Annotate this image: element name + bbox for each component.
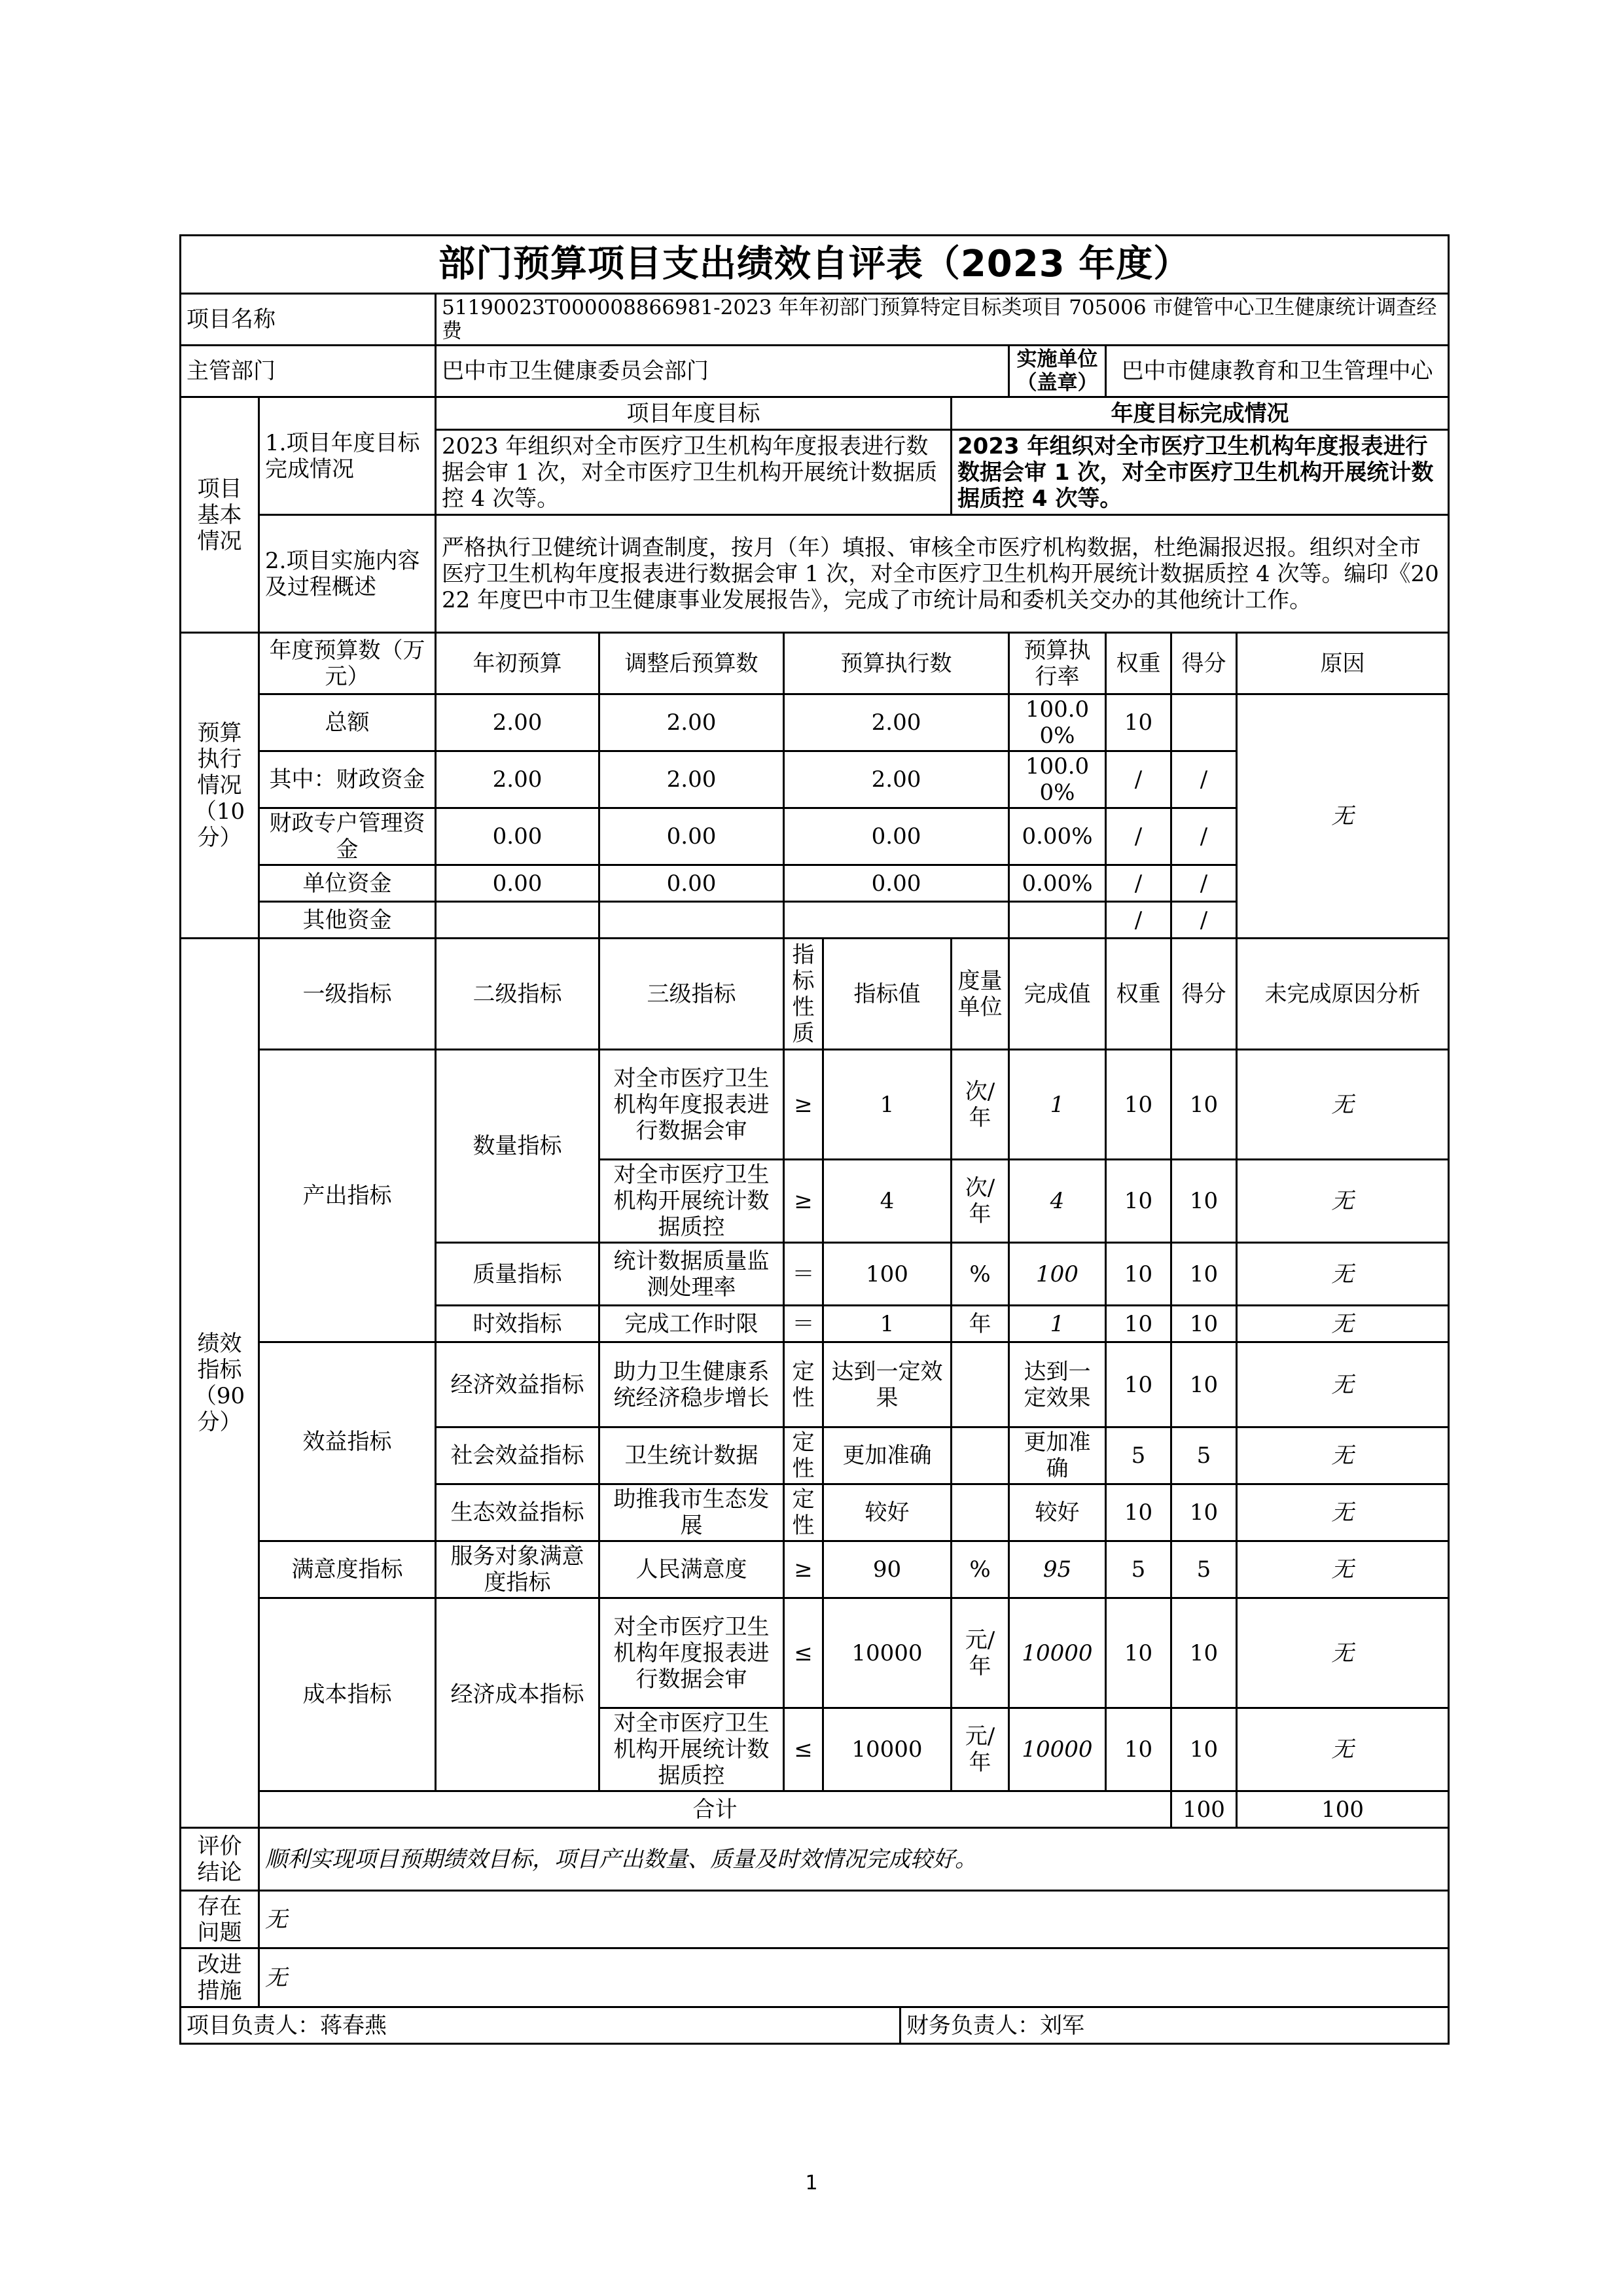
perf-cell: 较好	[823, 1484, 952, 1541]
budget-cell: /	[1106, 902, 1171, 939]
budget-header-annual: 年度预算数（万元）	[259, 633, 436, 694]
budget-cell: 2.00	[784, 694, 1009, 751]
level3-cell: 统计数据质量监测处理率	[599, 1243, 784, 1306]
perf-cell: ≥	[784, 1541, 823, 1598]
perf-cell: 更加准确	[823, 1427, 952, 1484]
perf-cell: 无	[1237, 1160, 1449, 1243]
implementing-unit-label: 实施单位（盖章）	[1009, 346, 1106, 397]
budget-row-label: 单位资金	[259, 865, 436, 902]
budget-header-reason: 原因	[1237, 633, 1449, 694]
perf-cell: 10	[1171, 1708, 1237, 1791]
perf-cell: ≤	[784, 1708, 823, 1791]
perf-cell: 无	[1237, 1050, 1449, 1160]
level2-eco-benefit: 生态效益指标	[436, 1484, 599, 1541]
perf-header-level2: 二级指标	[436, 939, 599, 1050]
level1-satisfaction: 满意度指标	[259, 1541, 436, 1598]
level3-cell: 对全市医疗卫生机构开展统计数据质控	[599, 1160, 784, 1243]
perf-cell: 定性	[784, 1484, 823, 1541]
perf-cell: 定性	[784, 1342, 823, 1427]
perf-cell: 5	[1171, 1541, 1237, 1598]
perf-cell: ≤	[784, 1598, 823, 1708]
goal-completion-text: 2023 年组织对全市医疗卫生机构年度报表进行数据会审 1 次，对全市医疗卫生机构开展统计数据质控 4 次等。	[952, 430, 1449, 515]
perf-header-weight: 权重	[1106, 939, 1171, 1050]
budget-cell: 0.00%	[1009, 808, 1106, 865]
budget-cell: /	[1106, 751, 1171, 808]
perf-cell: 95	[1009, 1541, 1106, 1598]
level3-cell: 对全市医疗卫生机构开展统计数据质控	[599, 1708, 784, 1791]
level3-cell: 卫生统计数据	[599, 1427, 784, 1484]
annual-goal-header: 项目年度目标	[436, 397, 952, 430]
evaluation-table	[179, 234, 1450, 2045]
budget-cell: /	[1171, 902, 1237, 939]
perf-cell: 10000	[823, 1708, 952, 1791]
project-lead: 项目负责人：蒋春燕	[181, 2007, 901, 2044]
perf-cell: 达到一定效果	[823, 1342, 952, 1427]
finance-lead: 财务负责人：刘军	[901, 2007, 1449, 2044]
budget-cell: 0.00	[436, 865, 599, 902]
budget-cell: 2.00	[436, 694, 599, 751]
project-name-value: 51190023T000008866981-2023 年年初部门预算特定目标类项目 705006 市健管中心卫生健康统计调查经费	[436, 294, 1449, 346]
perf-header-analysis: 未完成原因分析	[1237, 939, 1449, 1050]
implementation-text: 严格执行卫健统计调查制度，按月（年）填报、审核全市医疗机构数据，杜绝漏报迟报。组织对全市医疗卫生机构年度报表进行数据会审 1 次，对全市医疗卫生机构开展统计数据质控 4 次等。编印《2022 年度巴中市卫生健康事业发展报告》，完成了市统计局和委机关交办的其他统计工作。	[436, 515, 1449, 633]
budget-cell: 0.00%	[1009, 865, 1106, 902]
perf-cell: 次/年	[952, 1160, 1009, 1243]
perf-cell: 1	[1009, 1050, 1106, 1160]
budget-cell: 2.00	[784, 751, 1009, 808]
level2-timeliness: 时效指标	[436, 1306, 599, 1342]
budget-reason: 无	[1237, 694, 1449, 939]
budget-cell: /	[1171, 808, 1237, 865]
perf-header-unit: 度量单位	[952, 939, 1009, 1050]
perf-cell: 4	[823, 1160, 952, 1243]
implementation-label: 2.项目实施内容及过程概述	[259, 515, 436, 633]
perf-cell: 较好	[1009, 1484, 1106, 1541]
perf-cell: 10000	[1009, 1708, 1106, 1791]
level3-cell: 人民满意度	[599, 1541, 784, 1598]
level3-cell: 对全市医疗卫生机构年度报表进行数据会审	[599, 1050, 784, 1160]
perf-cell: 1	[1009, 1306, 1106, 1342]
budget-cell: /	[1171, 751, 1237, 808]
perf-cell: %	[952, 1243, 1009, 1306]
annual-goal-text: 2023 年组织对全市医疗卫生机构年度报表进行数据会审 1 次，对全市医疗卫生机构开展统计数据质控 4 次等。	[436, 430, 952, 515]
perf-cell: %	[952, 1541, 1009, 1598]
perf-cell: 10	[1171, 1342, 1237, 1427]
budget-cell: 2.00	[599, 751, 784, 808]
level2-economic-benefit: 经济效益指标	[436, 1342, 599, 1427]
level3-cell: 助力卫生健康系统经济稳步增长	[599, 1342, 784, 1427]
perf-cell: 10	[1171, 1050, 1237, 1160]
budget-header-rate: 预算执行率	[1009, 633, 1106, 694]
perf-cell: 10	[1171, 1598, 1237, 1708]
perf-header-actual: 完成值	[1009, 939, 1106, 1050]
total-score: 100	[1237, 1791, 1449, 1828]
budget-header-initial: 年初预算	[436, 633, 599, 694]
perf-cell: 10	[1106, 1484, 1171, 1541]
budget-cell: /	[1106, 865, 1171, 902]
page-number: 1	[805, 2172, 818, 2195]
perf-cell: 10000	[1009, 1598, 1106, 1708]
budget-cell: 0.00	[784, 865, 1009, 902]
perf-cell: 无	[1237, 1708, 1449, 1791]
goal-completion-label: 1.项目年度目标完成情况	[259, 397, 436, 515]
perf-cell: ＝	[784, 1306, 823, 1342]
perf-cell: 无	[1237, 1484, 1449, 1541]
perf-cell: 10	[1106, 1160, 1171, 1243]
level1-benefit: 效益指标	[259, 1342, 436, 1541]
perf-cell	[952, 1342, 1009, 1427]
budget-cell	[436, 902, 599, 939]
budget-cell: 10	[1106, 694, 1171, 751]
perf-cell: 5	[1106, 1427, 1171, 1484]
perf-cell	[952, 1427, 1009, 1484]
budget-cell	[784, 902, 1009, 939]
budget-row-label: 其中：财政资金	[259, 751, 436, 808]
perf-header-score: 得分	[1171, 939, 1237, 1050]
perf-cell: 元/年	[952, 1708, 1009, 1791]
perf-cell: 100	[1009, 1243, 1106, 1306]
perf-cell: 达到一定效果	[1009, 1342, 1106, 1427]
perf-cell: 10	[1106, 1243, 1171, 1306]
improve-label: 改进措施	[181, 1948, 259, 2007]
perf-cell: 10000	[823, 1598, 952, 1708]
perf-cell: 90	[823, 1541, 952, 1598]
level3-cell: 助推我市生态发展	[599, 1484, 784, 1541]
level2-service-satisfaction: 服务对象满意度指标	[436, 1541, 599, 1598]
perf-cell: 5	[1106, 1541, 1171, 1598]
budget-cell: 100.00%	[1009, 751, 1106, 808]
perf-cell: 无	[1237, 1598, 1449, 1708]
budget-row-label: 总额	[259, 694, 436, 751]
perf-header-level3: 三级指标	[599, 939, 784, 1050]
budget-cell: 0.00	[436, 808, 599, 865]
perf-cell: 4	[1009, 1160, 1106, 1243]
level1-cost: 成本指标	[259, 1598, 436, 1791]
improve-value: 无	[259, 1948, 1449, 2007]
budget-cell: 0.00	[784, 808, 1009, 865]
total-weight: 100	[1171, 1791, 1237, 1828]
perf-cell: 10	[1171, 1160, 1237, 1243]
budget-header-weight: 权重	[1106, 633, 1171, 694]
perf-header-nature: 指标性质	[784, 939, 823, 1050]
perf-cell: 无	[1237, 1342, 1449, 1427]
conclusion-label: 评价结论	[181, 1828, 259, 1891]
project-name-label: 项目名称	[181, 294, 436, 346]
budget-header-executed: 预算执行数	[784, 633, 1009, 694]
total-label: 合计	[259, 1791, 1171, 1828]
budget-cell: /	[1106, 808, 1171, 865]
level3-cell: 对全市医疗卫生机构年度报表进行数据会审	[599, 1598, 784, 1708]
level3-cell: 完成工作时限	[599, 1306, 784, 1342]
basic-info-label: 项目基本情况	[181, 397, 259, 633]
perf-cell: ≥	[784, 1160, 823, 1243]
perf-cell: 无	[1237, 1427, 1449, 1484]
perf-cell: 元/年	[952, 1598, 1009, 1708]
perf-cell: 无	[1237, 1306, 1449, 1342]
level2-quantity: 数量指标	[436, 1050, 599, 1243]
level2-economic-cost: 经济成本指标	[436, 1598, 599, 1791]
perf-cell	[952, 1484, 1009, 1541]
performance-section-label: 绩效指标（90分）	[181, 939, 259, 1828]
perf-cell: ＝	[784, 1243, 823, 1306]
goal-completion-header: 年度目标完成情况	[952, 397, 1449, 430]
budget-cell: /	[1171, 865, 1237, 902]
page-title: 部门预算项目支出绩效自评表（2023 年度）	[181, 236, 1449, 294]
level2-social-benefit: 社会效益指标	[436, 1427, 599, 1484]
evaluation-form	[179, 234, 1448, 2045]
perf-cell: 定性	[784, 1427, 823, 1484]
implementing-unit-value: 巴中市健康教育和卫生管理中心	[1106, 346, 1449, 397]
budget-header-adjusted: 调整后预算数	[599, 633, 784, 694]
level1-output: 产出指标	[259, 1050, 436, 1342]
problems-value: 无	[259, 1891, 1449, 1948]
perf-cell: 10	[1171, 1306, 1237, 1342]
level2-quality: 质量指标	[436, 1243, 599, 1306]
department-value: 巴中市卫生健康委员会部门	[436, 346, 1009, 397]
budget-header-score: 得分	[1171, 633, 1237, 694]
perf-cell: 更加准确	[1009, 1427, 1106, 1484]
perf-cell: 10	[1106, 1342, 1171, 1427]
perf-cell: 次/年	[952, 1050, 1009, 1160]
perf-cell: 5	[1171, 1427, 1237, 1484]
budget-cell: 2.00	[599, 694, 784, 751]
perf-header-target: 指标值	[823, 939, 952, 1050]
perf-cell: 10	[1106, 1708, 1171, 1791]
perf-cell: ≥	[784, 1050, 823, 1160]
budget-cell	[599, 902, 784, 939]
perf-cell: 100	[823, 1243, 952, 1306]
budget-row-label: 其他资金	[259, 902, 436, 939]
perf-cell: 无	[1237, 1541, 1449, 1598]
conclusion-value: 顺利实现项目预期绩效目标，项目产出数量、质量及时效情况完成较好。	[259, 1828, 1449, 1891]
perf-cell: 10	[1171, 1484, 1237, 1541]
budget-cell	[1009, 902, 1106, 939]
perf-cell: 无	[1237, 1243, 1449, 1306]
budget-row-label: 财政专户管理资金	[259, 808, 436, 865]
perf-cell: 10	[1106, 1306, 1171, 1342]
problems-label: 存在问题	[181, 1891, 259, 1948]
budget-cell	[1171, 694, 1237, 751]
perf-cell: 1	[823, 1050, 952, 1160]
perf-cell: 年	[952, 1306, 1009, 1342]
budget-cell: 100.00%	[1009, 694, 1106, 751]
perf-cell: 10	[1171, 1243, 1237, 1306]
department-label: 主管部门	[181, 346, 436, 397]
budget-section-label: 预算执行情况（10分）	[181, 633, 259, 939]
perf-cell: 1	[823, 1306, 952, 1342]
budget-cell: 0.00	[599, 865, 784, 902]
perf-cell: 10	[1106, 1050, 1171, 1160]
perf-header-level1: 一级指标	[259, 939, 436, 1050]
budget-cell: 2.00	[436, 751, 599, 808]
budget-cell: 0.00	[599, 808, 784, 865]
perf-cell: 10	[1106, 1598, 1171, 1708]
